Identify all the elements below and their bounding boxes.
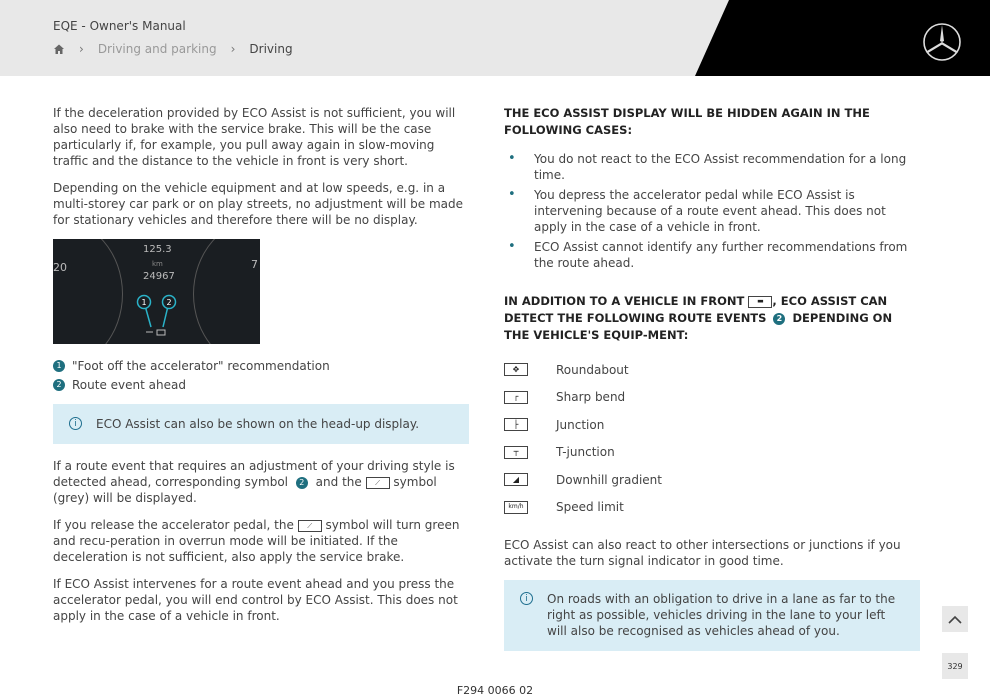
paragraph [53, 517, 469, 565]
event-label: Sharp bend [556, 390, 626, 405]
callout-markers [133, 294, 183, 339]
mercedes-star-logo[interactable] [922, 22, 962, 62]
list-item: • You depress the accelerator pedal while ECO Assist is intervening because of a route event ahead. This does not apply in the case of a vehicle in front. [504, 187, 920, 235]
info-note-text: ECO Assist can also be shown on the head-up display. [96, 417, 420, 431]
callout-number-2: 2 [296, 477, 308, 489]
paragraph-text: If you release the accelerator pedal, the [53, 518, 294, 532]
list-item: • ECO Assist cannot identify any further recommendations from the route ahead. [504, 239, 920, 271]
image-code: F294 0066 02 [456, 684, 534, 697]
breadcrumb-driving-and-parking[interactable]: Driving and parking [97, 42, 217, 56]
info-note [53, 404, 469, 444]
speed-readout: 125.3 [143, 244, 172, 255]
event-label: Speed limit [556, 500, 624, 515]
callout-number-2: 2 [53, 379, 65, 391]
breadcrumb [53, 42, 307, 56]
instrument-cluster-image [53, 239, 260, 344]
event-label: Junction [556, 417, 605, 432]
info-note-text: On roads with an obligation to drive in a lane as far to the right as possible, vehicles driving in the lane to your left will also be recognised as vehicles ahead of you. [547, 592, 896, 638]
paragraph: If ECO Assist intervenes for a route event ahead and you press the accelerator pedal, you will end control by ECO Assist. This does not apply in the case of a vehicle in front. [53, 577, 458, 623]
left-column [53, 105, 469, 635]
chevron-up-icon [948, 615, 962, 624]
info-note [504, 580, 920, 651]
info-icon: i [69, 417, 82, 430]
list-item [504, 384, 920, 412]
list-item [504, 494, 920, 522]
right-column [504, 105, 920, 665]
paragraph: ECO Assist can also react to other intersections or junctions if you activate the turn signal indicator in good time. [504, 538, 901, 568]
sharp-bend-icon: ┌ [504, 391, 528, 404]
page-header [0, 0, 990, 76]
gauge-number-right: 7 [251, 258, 258, 271]
roundabout-icon: ✥ [504, 363, 528, 376]
callout-text: "Foot off the accelerator" recommendation [72, 359, 330, 373]
vehicle-in-front-icon: ▬ [748, 296, 772, 308]
paragraph-text: symbol will turn green and recu-peration in overrun mode will be initiated. If the deceleration is not sufficient, also apply the service brake. [53, 518, 460, 564]
bullet-list [504, 151, 920, 271]
paragraph-text: If a route event that requires an adjustment of your driving style is detected ahead, corresponding symbol [53, 459, 455, 489]
t-junction-icon: ┬ [504, 446, 528, 459]
downhill-gradient-icon: ◢ [504, 473, 528, 486]
gauge-arc [193, 239, 260, 344]
scroll-to-top-button[interactable] [942, 606, 968, 632]
gauge-arc [53, 239, 123, 344]
callout-label-2: 2 [166, 298, 172, 307]
heading-text: IN ADDITION TO A VEHICLE IN FRONT [504, 294, 745, 308]
heading-text: DEPENDING ON THE VEHICLE'S EQUIP-MENT: [504, 311, 893, 342]
paragraph [53, 458, 469, 506]
junction-icon: ├ [504, 418, 528, 431]
foot-off-accelerator-symbol-icon: ⟋ [366, 477, 390, 489]
paragraph: If the deceleration provided by ECO Assist is not sufficient, you will also need to brake with the service brake. This will be the case particularly if, for example, you pull away again in slow-moving traffic and the distance to the vehicle in front is very short. [53, 106, 456, 168]
odometer-readout: 24967 [143, 271, 175, 282]
event-label: Roundabout [556, 362, 629, 377]
paragraph: Depending on the vehicle equipment and at low speeds, e.g. in a multi-storey car park or on play streets, no adjustment will be made for stationary vehicles and therefore there will be no display. [53, 181, 463, 227]
gauge-number-left: 20 [53, 261, 67, 274]
info-icon: i [520, 592, 533, 605]
chevron-right-icon: › [230, 42, 236, 56]
callout-number-2: 2 [773, 313, 785, 325]
callout-item [53, 377, 469, 393]
home-icon[interactable] [53, 43, 65, 55]
breadcrumb-driving: Driving [249, 42, 293, 56]
list-item: • You do not react to the ECO Assist recommendation for a long time. [504, 151, 920, 183]
route-events-list [504, 356, 920, 521]
paragraph-text: and the [315, 475, 362, 489]
list-item [504, 356, 920, 384]
list-item [504, 466, 920, 494]
speed-limit-icon: km/h [504, 501, 528, 514]
speed-unit: km [152, 260, 163, 268]
section-heading: THE ECO ASSIST DISPLAY WILL BE HIDDEN AGAIN IN THE FOLLOWING CASES: [504, 106, 870, 137]
callout-label-1: 1 [141, 298, 147, 307]
callout-item [53, 358, 469, 374]
list-item [504, 439, 920, 467]
foot-off-accelerator-symbol-icon: ⟋ [298, 520, 322, 532]
callout-number-1: 1 [53, 360, 65, 372]
event-label: Downhill gradient [556, 472, 662, 487]
chevron-right-icon: › [79, 42, 84, 56]
manual-title: EQE - Owner's Manual [53, 19, 186, 33]
page-number: 329 [942, 653, 968, 679]
event-label: T-junction [556, 445, 615, 460]
list-item [504, 411, 920, 439]
callout-text: Route event ahead [72, 378, 186, 392]
heading-text: , ECO ASSIST CAN DETECT THE FOLLOWING ROUTE EVENTS [504, 294, 888, 325]
paragraph-text: symbol (grey) will be displayed. [53, 475, 437, 505]
section-heading [504, 293, 920, 344]
